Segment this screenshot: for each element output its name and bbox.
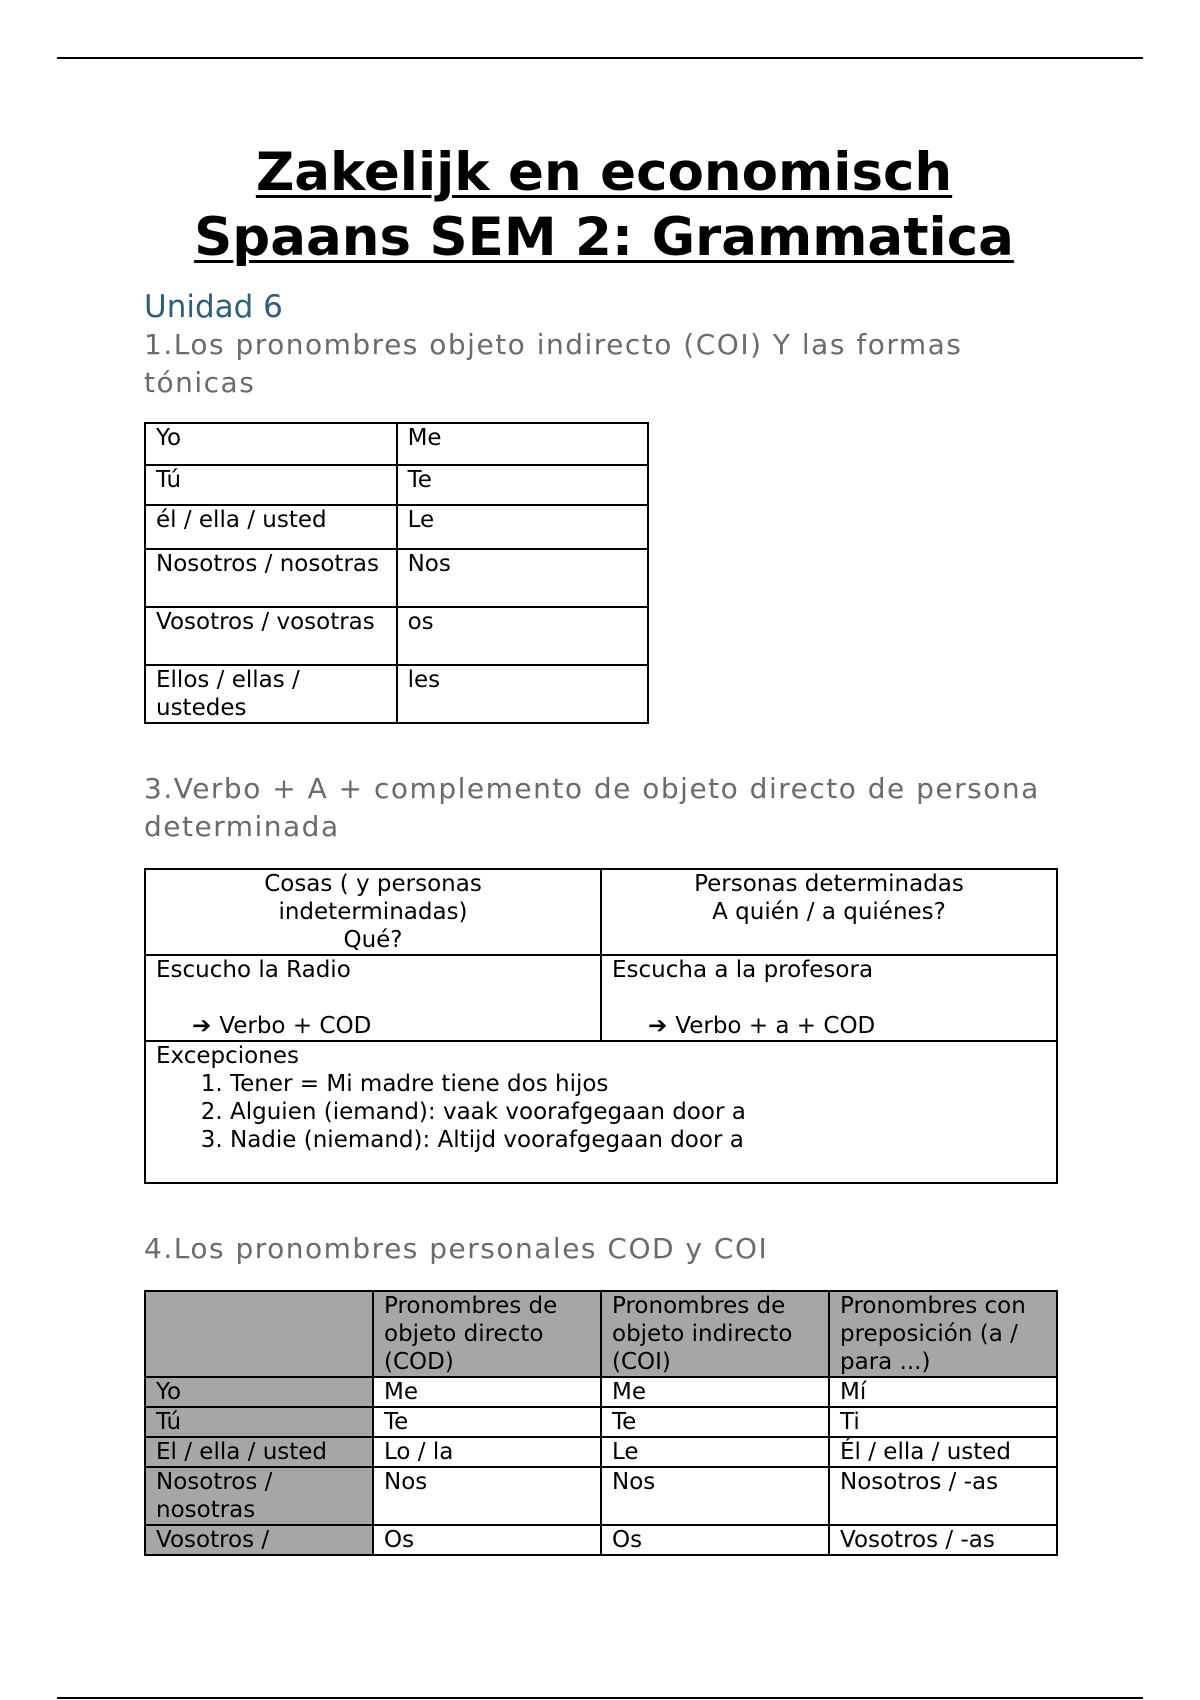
table-row [145,607,648,665]
table-cell: Te [601,1407,829,1437]
example-text: Escucho la Radio [156,957,351,983]
table-row [145,665,648,723]
table-row [145,1437,1057,1467]
table-header-cell: Pronombres de objeto directo (COD) [373,1291,601,1377]
section-1-title-line-1: 1.Los pronombres objeto indirecto (COI) Y las formas [144,328,963,361]
table-header-cell: Pronombres con preposición (a / para ...) [829,1291,1057,1377]
list-item: 2. Alguien (iemand): vaak voorafgegaan door a [230,1098,1046,1126]
exceptions-label: Excepciones [156,1043,299,1069]
table-cell: El / ella / usted [145,1437,373,1467]
table-cell: Ellos / ellas / ustedes [145,665,397,723]
bottom-rule [57,1697,1143,1699]
table-row [145,423,648,465]
rule-line: ➔ Verbo + COD [192,1013,372,1039]
example-persons [601,955,1057,1041]
right-arrow-icon: ➔ [648,1013,668,1039]
table-header-cell: Pronombres de objeto indirecto (COI) [601,1291,829,1377]
table-row [145,869,1057,955]
table-cell: Tú [145,465,397,505]
verbo-a-table [144,868,1058,1184]
table-cell: Nosotros / nosotras [145,549,397,607]
table-cell: él / ella / usted [145,505,397,549]
table-cell: Vosotros / vosotras [145,607,397,665]
section-1-title-line-2: tónicas [144,366,256,399]
table-row [145,1467,1057,1525]
header-things: Cosas ( y personas indeterminadas) Qué? [145,869,601,955]
table-cell: Mí [829,1377,1057,1407]
table-cell: Te [397,465,648,505]
table-cell: Tú [145,1407,373,1437]
section-3-title-line-1: 3.Verbo + A + complemento de objeto directo de persona [144,772,1040,805]
table-cell: Le [601,1437,829,1467]
right-arrow-icon: ➔ [192,1013,212,1039]
example-text: Escucha a la profesora [612,957,874,983]
table-cell: Os [373,1525,601,1555]
table-cell: Nos [601,1467,829,1525]
table-cell: Le [397,505,648,549]
cod-coi-table [144,1290,1058,1556]
table-cell: Vosotros / [145,1525,373,1555]
section-4-title: 4.Los pronombres personales COD y COI [144,1232,769,1265]
table-cell: Me [397,423,648,465]
document-body [144,140,1064,1556]
table-row [145,465,648,505]
table-cell: Ti [829,1407,1057,1437]
list-item: 1. Tener = Mi madre tiene dos hijos [230,1070,1046,1098]
coi-pronoun-table [144,422,649,724]
table-row [145,1041,1057,1183]
table-row [145,1525,1057,1555]
table-cell: Yo [145,423,397,465]
exceptions-cell [145,1041,1057,1183]
table-row [145,549,648,607]
table-cell: Él / ella / usted [829,1437,1057,1467]
table-row [145,1377,1057,1407]
page-title [144,140,1064,270]
table-cell: Te [373,1407,601,1437]
table-cell: Me [373,1377,601,1407]
title-line-2: Spaans SEM 2: Grammatica [194,207,1014,268]
table-cell: Vosotros / -as [829,1525,1057,1555]
table-cell: Me [601,1377,829,1407]
table-cell: Nosotros / nosotras [145,1467,373,1525]
table-cell: Lo / la [373,1437,601,1467]
table-row [145,505,648,549]
section-3-title-line-2: determinada [144,810,340,843]
top-rule [57,57,1143,59]
section-1-title [144,326,1064,402]
title-line-1: Zakelijk en economisch [255,142,953,203]
header-persons: Personas determinadas A quién / a quiénes? [601,869,1057,955]
table-row [145,1407,1057,1437]
example-things [145,955,601,1041]
list-item: 3. Nadie (niemand): Altijd voorafgegaan door a [230,1126,1046,1154]
table-cell: Nosotros / -as [829,1467,1057,1525]
rule-line: ➔ Verbo + a + COD [648,1013,876,1039]
table-cell: Nos [397,549,648,607]
table-cell: les [397,665,648,723]
table-header-cell [145,1291,373,1377]
table-cell: os [397,607,648,665]
section-3-title [144,770,1064,846]
table-cell: Nos [373,1467,601,1525]
table-header-row [145,1291,1057,1377]
unit-heading: Unidad 6 [144,289,283,325]
table-cell: Yo [145,1377,373,1407]
exceptions-list [156,1070,1046,1154]
table-cell: Os [601,1525,829,1555]
table-row [145,955,1057,1041]
